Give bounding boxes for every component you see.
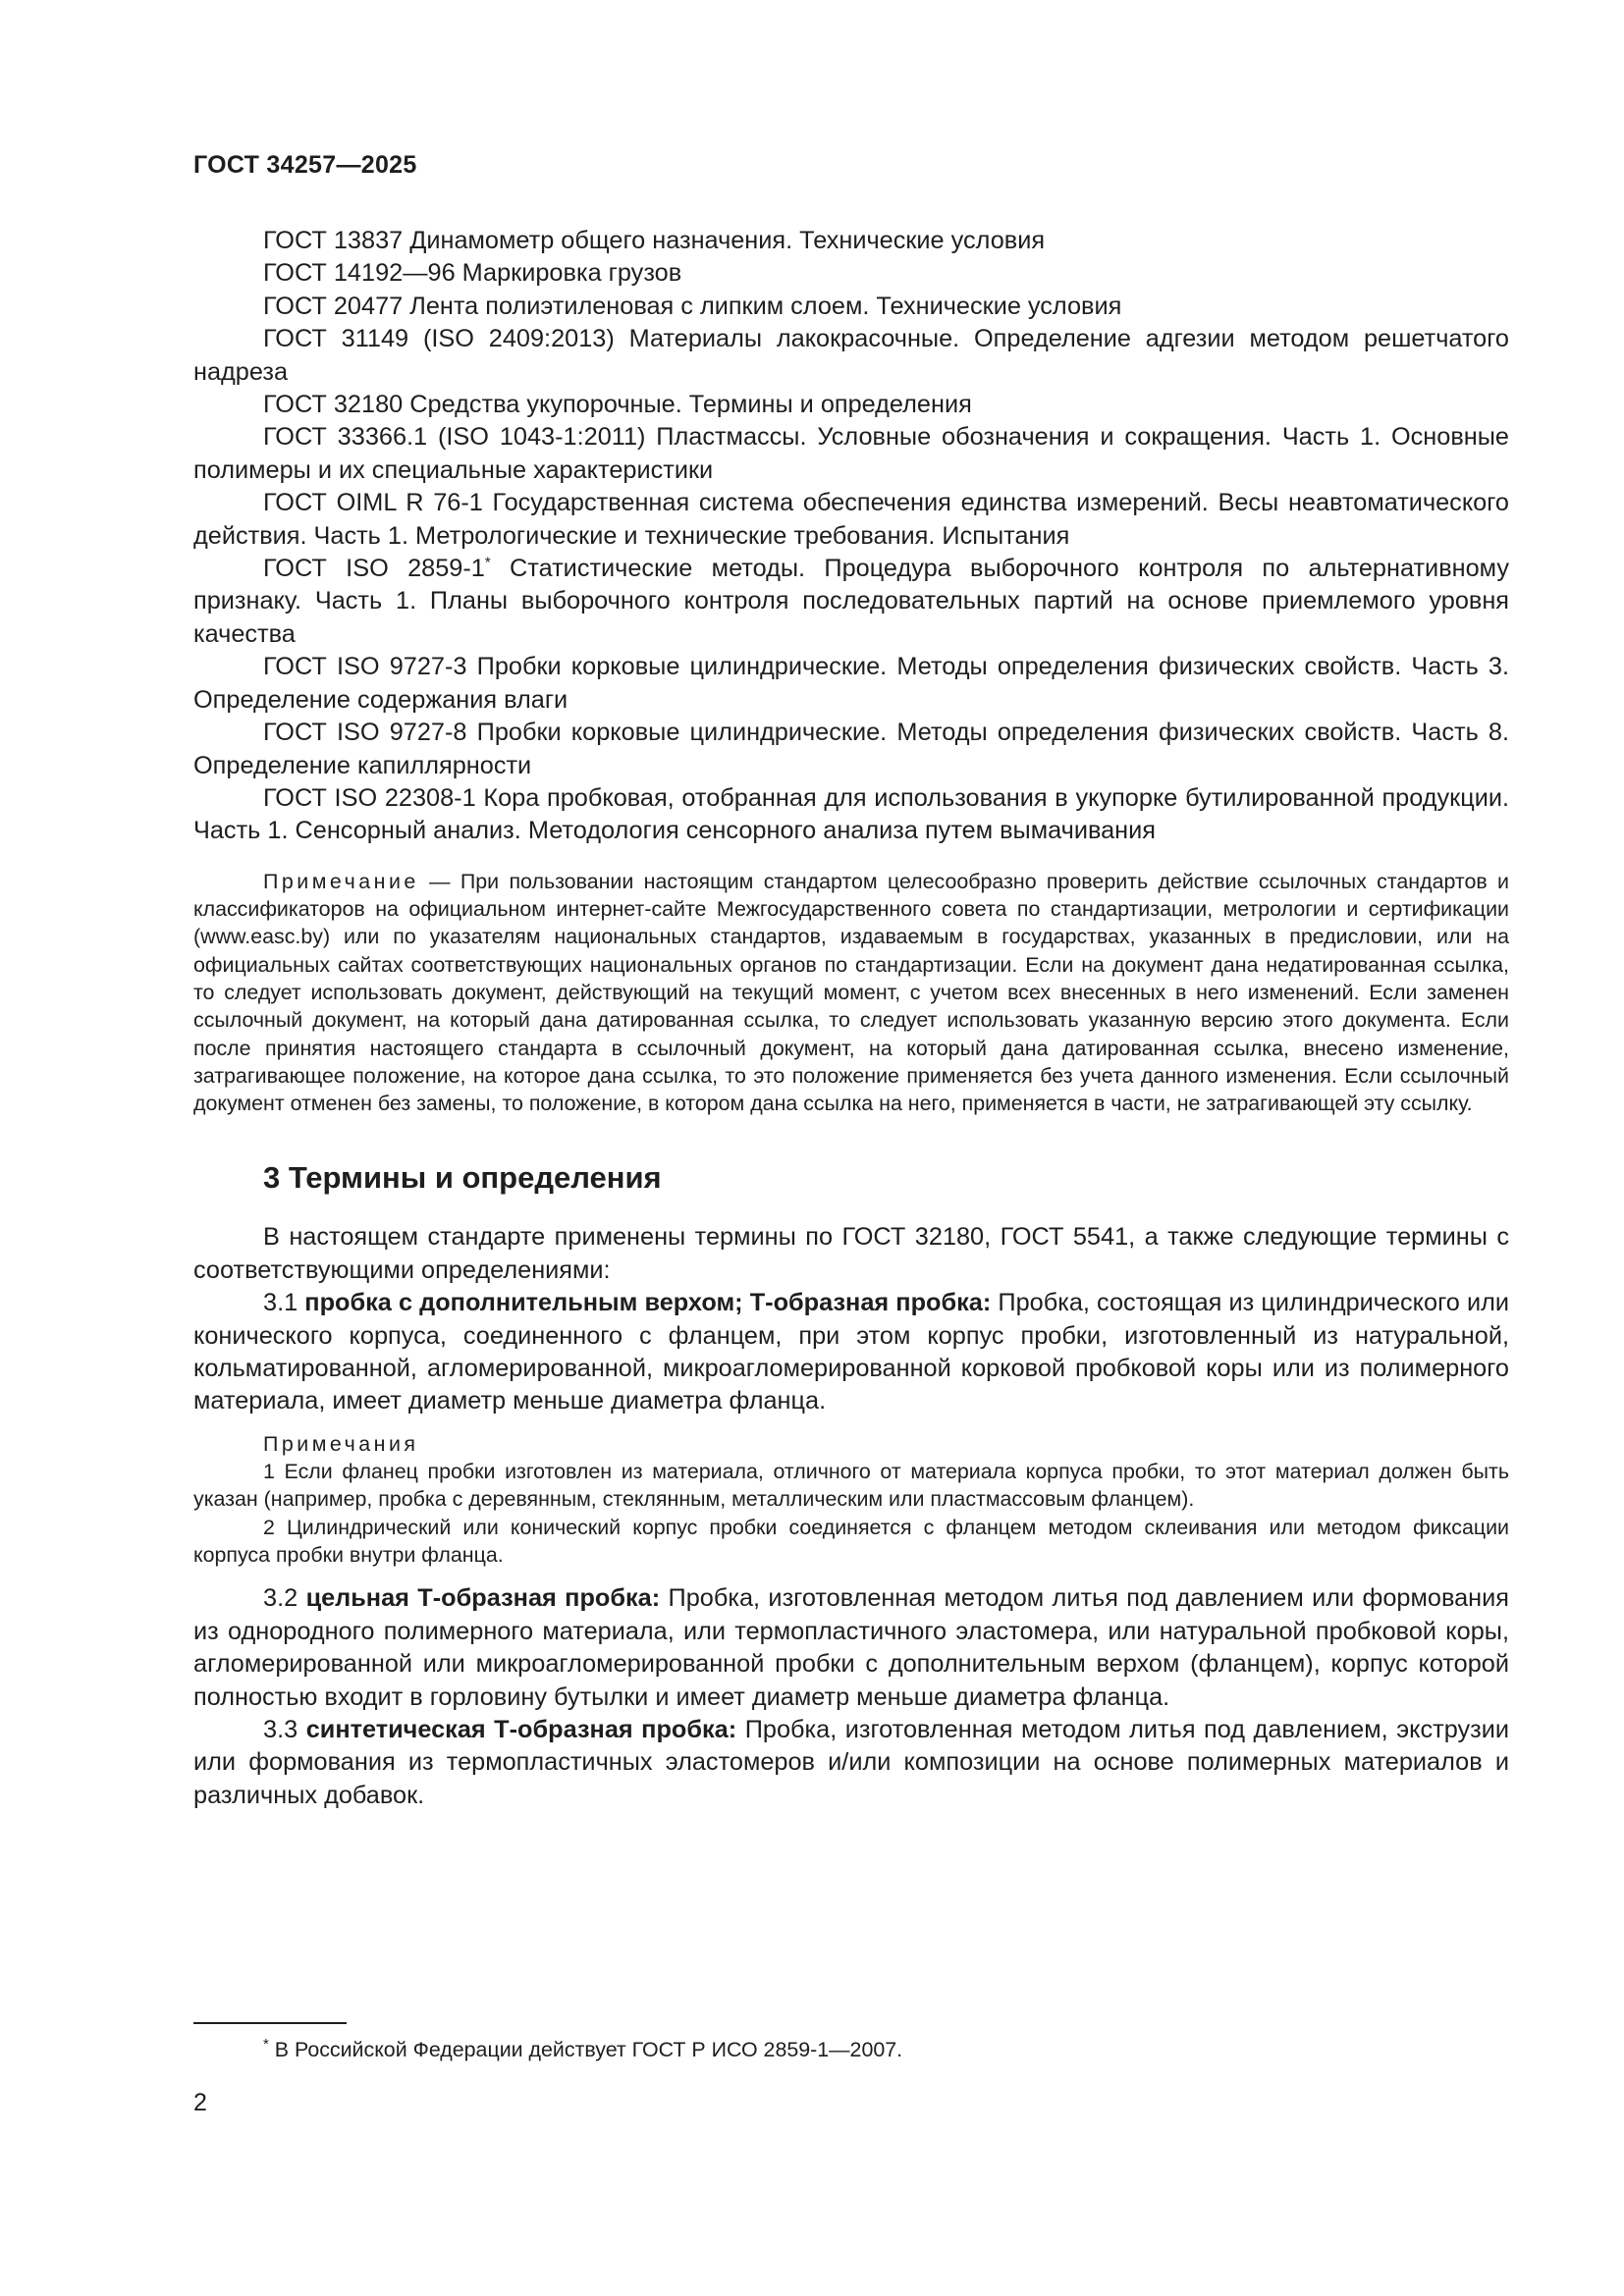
note-dash: — [418,869,460,893]
reference-item: ГОСТ 14192—96 Маркировка грузов [263,259,682,288]
references-note [193,868,1509,1118]
reference-title: Статистические методы. Процедура выборочного контроля по альтернативному признаку. Часть 1. Планы выборочного контроля последовательных партий на основе приемлемого уровня качества [193,555,1509,648]
term-3-1 [193,1287,1509,1418]
term-number: 3.1 [263,1289,305,1317]
note-text: При пользовании настоящим стандартом целесообразно проверить действие ссылочных стандартов и классификаторов на официальном интернет-сайте Межгосударственного совета по стандартизации, метрологии и сертификации (www.easc.by) или по указателям национальных стандартов, издаваемым в государствах, указанных в предисловии, или на официальных сайтах соответствующих национальных органов по стандартизации. Если на документ дана недатированная ссылка, то следует использовать документ, действующий на текущий момент, с учетом всех внесенных в него изменений. Если заменен ссылочный документ, на который дана датированная ссылка, то следует использовать указанную версию этого документа. Если после принятия настоящего стандарта в ссылочный документ, на который дана датированная ссылка, внесено изменение, затрагивающее положение, на которое дана ссылка, то это положение применяется без учета данного изменения. Если ссылочный документ отменен без замены, то положение, в котором дана ссылка на него, применяется в части, не затрагивающей эту ссылку. [193,869,1509,1116]
reference-item: ГОСТ 13837 Динамометр общего назначения. Технические условия [263,227,1046,254]
reference-item: ГОСТ OIML R 76-1 Государственная система обеспечения единства измерений. Весы неавтоматического действия. Часть 1. Метрологические и технические требования. Испытания [193,489,1509,550]
reference-item: ГОСТ 33366.1 (ISO 1043-1:2011) Пластмассы. Условные обозначения и сокращения. Часть 1. Основные полимеры и их специальные характеристики [193,423,1509,484]
section-intro: В настоящем стандарте применены термины по ГОСТ 32180, ГОСТ 5541, а также следующие термины с соответствующими определениями: [193,1223,1509,1284]
reference-item [193,553,1509,651]
reference-code: ГОСТ ISO 2859-1 [263,555,485,583]
reference-item: ГОСТ 20477 Лента полиэтиленовая с липким слоем. Технические условия [263,292,1122,320]
term-definition: Пробка, состоящая из цилиндрического или конического корпуса, соединенного с фланцем, при этом корпус пробки, изготовленный из натуральной, кольматированной, агломерированной, микроагломерированной корковой пробковой коры или из полимерного материала, имеет диаметр меньше диаметра фланца. [193,1289,1509,1415]
term-number: 3.2 [263,1584,306,1613]
note-label: Примечание [263,869,419,893]
section-title: 3 Термины и определения [263,1160,662,1196]
term-definition: Пробка, изготовленная методом литья под давлением или формования из однородного полимерного материала, или термопластичного эластомера, или натуральной пробковой коры, агломерированной или микроагломерированной пробки с дополнительным верхом (фланцем), корпус которой полностью входит в горловину бутылки и имеет диаметр меньше диаметра фланца. [193,1584,1509,1711]
reference-item: ГОСТ ISO 9727-8 Пробки корковые цилиндрические. Методы определения физических свойств. Часть 8. Определение капиллярности [193,719,1509,779]
normative-references-list [193,225,1509,848]
term-name: синтетическая Т-образная пробка: [305,1715,737,1743]
reference-item: ГОСТ 32180 Средства укупорочные. Термины и определения [263,391,972,419]
term-name: цельная Т-образная пробка: [305,1584,661,1613]
term-note: 1 Если фланец пробки изготовлен из материала, отличного от материала корпуса пробки, то этот материал должен быть указан (например, пробка с деревянным, стеклянным, металлическим или пластмассовым фланцем). [193,1460,1509,1512]
term-notes-label: Примечания [263,1431,419,1456]
footnote [263,2036,902,2063]
footnote-marker: * [263,2035,269,2053]
footnote-marker: * [484,554,491,571]
footnote-separator [193,2022,347,2024]
reference-item: ГОСТ ISO 9727-3 Пробки корковые цилиндрические. Методы определения физических свойств. Часть 3. Определение содержания влаги [193,653,1509,714]
reference-item: ГОСТ ISO 22308-1 Кора пробковая, отобранная для использования в укупорке бутилированной продукции. Часть 1. Сенсорный анализ. Методология сенсорного анализа путем вымачивания [193,783,1509,845]
term-number: 3.3 [263,1715,306,1743]
page-number: 2 [193,2089,207,2116]
reference-item: ГОСТ 31149 (ISO 2409:2013) Материалы лакокрасочные. Определение адгезии методом решетчатого надреза [193,325,1509,386]
page-content [193,225,1509,1812]
term-name: пробка с дополнительным верхом; Т-образная пробка: [304,1289,992,1317]
footnote-text: В Российской Федерации действует ГОСТ Р ИСО 2859-1—2007. [268,2038,903,2061]
term-definition: Пробка, изготовленная методом литья под давлением, экструзии или формования из термопластичных эластомеров и/или композиции на основе полимерных материалов и различных добавок. [193,1715,1509,1809]
term-3-3 [193,1714,1509,1812]
term-3-2 [193,1582,1509,1714]
standard-header: ГОСТ 34257—2025 [193,151,417,179]
term-note: 2 Цилиндрический или конический корпус пробки соединяется с фланцем методом склеивания или методом фиксации корпуса пробки внутри фланца. [193,1515,1509,1568]
